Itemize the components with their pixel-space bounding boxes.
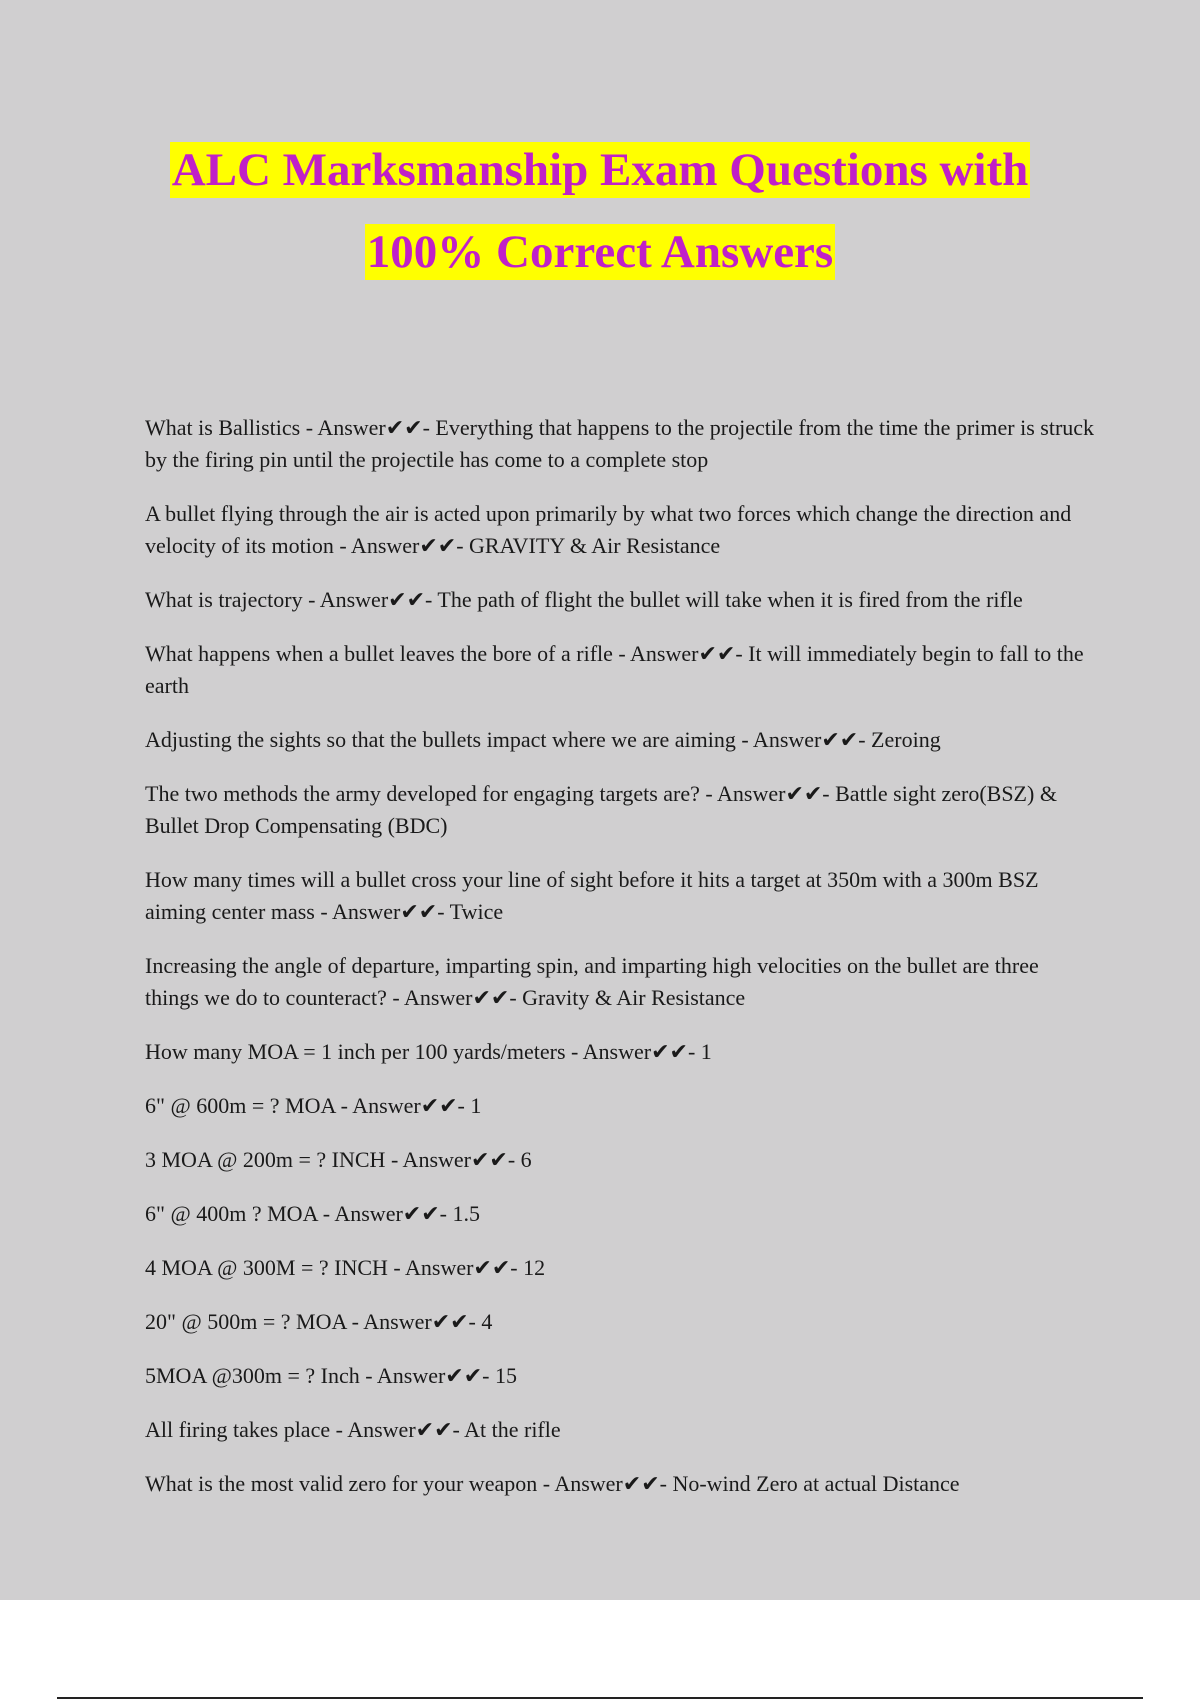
qa-item: How many MOA = 1 inch per 100 yards/meters - Answer✔✔- 1: [145, 1039, 712, 1064]
qa-list: [145, 390, 1095, 1515]
qa-item: What is the most valid zero for your weapon - Answer✔✔- No-wind Zero at actual Distance: [145, 1471, 960, 1496]
qa-item: 3 MOA @ 200m = ? INCH - Answer✔✔- 6: [145, 1147, 532, 1172]
title-text-2: 100% Correct Answers: [366, 226, 834, 278]
qa-item: Adjusting the sights so that the bullets impact where we are aiming - Answer✔✔- Zeroing: [145, 727, 941, 752]
qa-item: All firing takes place - Answer✔✔- At the rifle: [145, 1417, 561, 1442]
qa-item: How many times will a bullet cross your line of sight before it hits a target at 350m with a 300m BSZ aiming center mass - Answer✔✔- Twice: [145, 867, 1039, 924]
document-title: [0, 142, 1200, 306]
qa-item: 20" @ 500m = ? MOA - Answer✔✔- 4: [145, 1309, 493, 1334]
qa-item: A bullet flying through the air is acted upon primarily by what two forces which change the direction and velocity of its motion - Answer✔✔- GRAVITY & Air Resistance: [145, 501, 1072, 558]
qa-item: 4 MOA @ 300M = ? INCH - Answer✔✔- 12: [145, 1255, 546, 1280]
qa-item: 6" @ 400m ? MOA - Answer✔✔- 1.5: [145, 1201, 480, 1226]
title-line-1: [0, 142, 1200, 198]
qa-item: Increasing the angle of departure, imparting spin, and imparting high velocities on the bullet are three things we do to counteract? - Answer✔✔- Gravity & Air Resistance: [145, 953, 1039, 1010]
qa-item: What happens when a bullet leaves the bore of a rifle - Answer✔✔- It will immediately begin to fall to the earth: [145, 641, 1084, 698]
qa-item: What is Ballistics - Answer✔✔- Everything that happens to the projectile from the time the primer is struck by the firing pin until the projectile has come to a complete stop: [145, 415, 1095, 472]
qa-item: The two methods the army developed for engaging targets are? - Answer✔✔- Battle sight zero(BSZ) & Bullet Drop Compensating (BDC): [145, 781, 1057, 838]
qa-item: 5MOA @300m = ? Inch - Answer✔✔- 15: [145, 1363, 517, 1388]
footer-divider: [57, 1697, 1143, 1699]
qa-item: 6" @ 600m = ? MOA - Answer✔✔- 1: [145, 1093, 482, 1118]
qa-item: What is trajectory - Answer✔✔- The path of flight the bullet will take when it is fired from the rifle: [145, 587, 1023, 612]
title-text-1: ALC Marksmanship Exam Questions with: [171, 144, 1029, 196]
title-line-2: [0, 224, 1200, 280]
